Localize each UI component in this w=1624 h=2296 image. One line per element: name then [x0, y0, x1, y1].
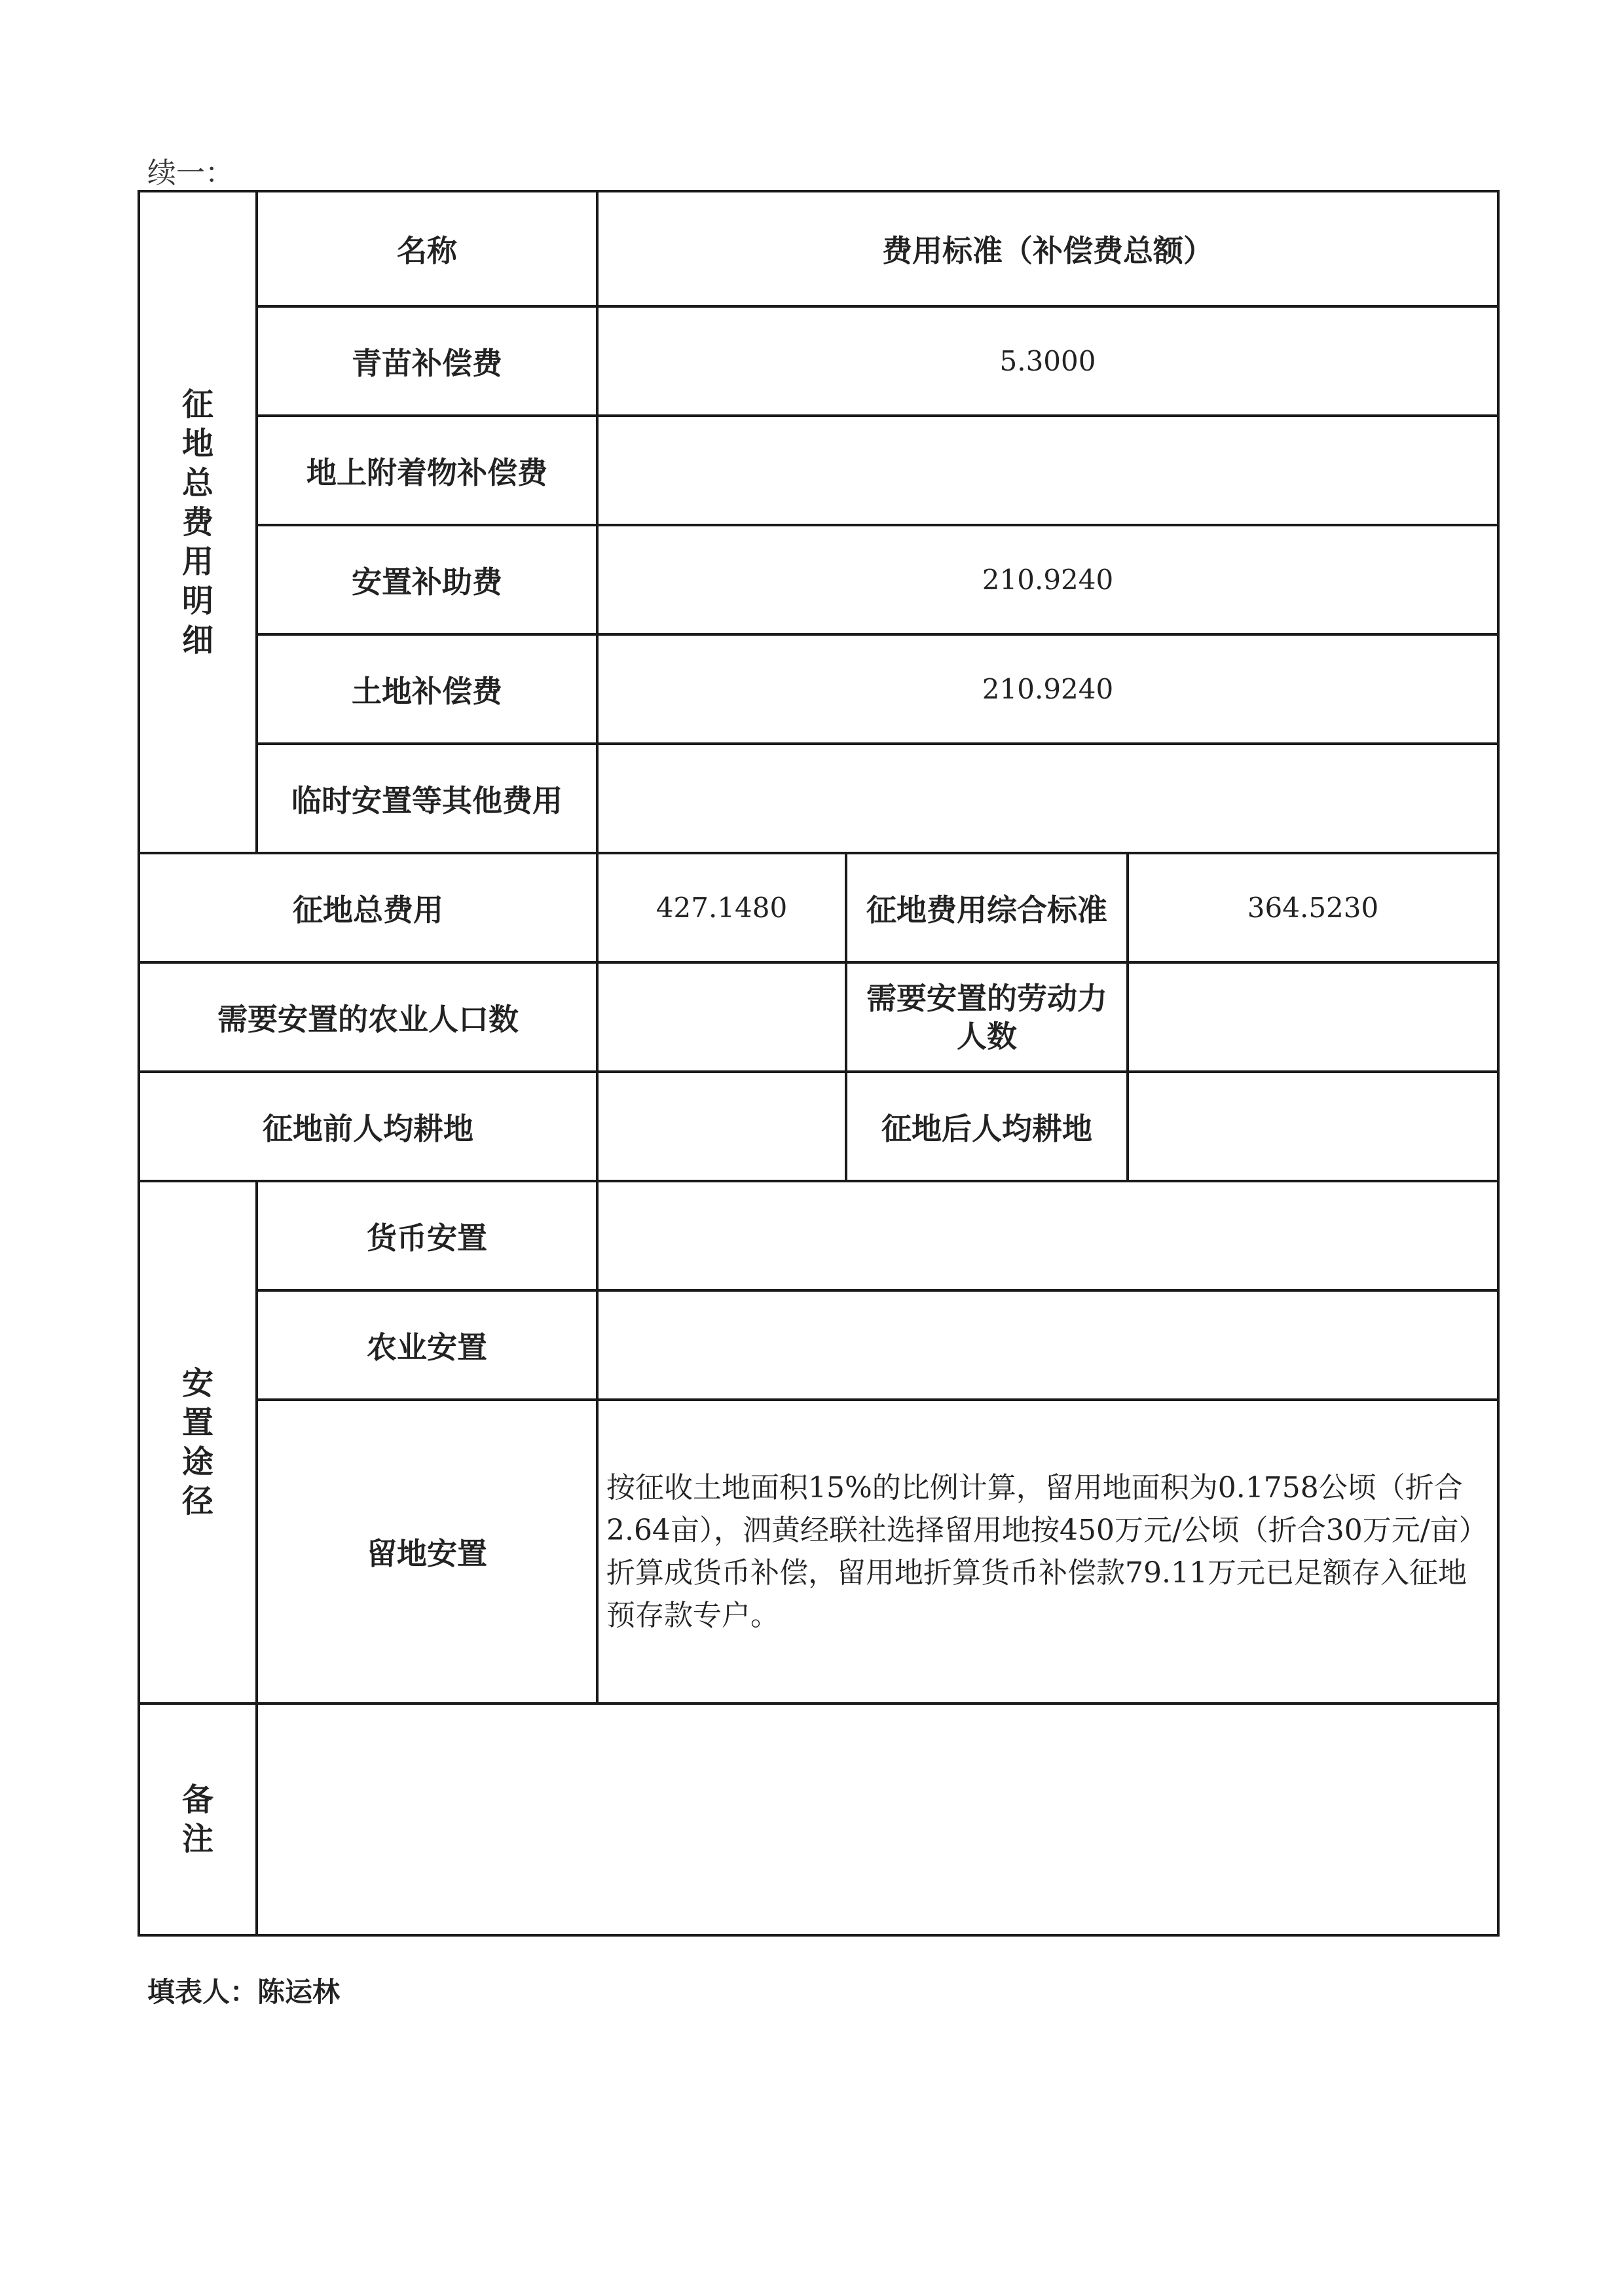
label-char: 备 [181, 1781, 213, 1818]
fee-row-value [599, 417, 1497, 524]
total-fee-label: 征地总费用 [293, 892, 443, 928]
label-char: 征 [181, 386, 213, 423]
label-char: 安 [181, 1365, 213, 1402]
resettle-row-name: 货币安置 [367, 1220, 487, 1256]
remarks-value [258, 1705, 1497, 1934]
remarks-label [140, 1705, 255, 1934]
label-char: 地 [181, 425, 213, 462]
label-char: 总 [181, 464, 213, 501]
fee-row-name: 临时安置等其他费用 [291, 782, 563, 818]
header-fee-standard: 费用标准（补偿费总额） [882, 233, 1213, 268]
resettle-row-name: 农业安置 [367, 1329, 487, 1365]
farmland-after-value [1129, 1073, 1497, 1180]
fee-row-name: 青苗补偿费 [352, 345, 502, 381]
fee-row-name: 土地补偿费 [352, 673, 502, 709]
header-name: 名称 [397, 233, 457, 268]
label-char: 费 [181, 503, 213, 541]
continuation-label: 续一： [147, 156, 234, 190]
label-char: 途 [181, 1444, 213, 1480]
form-filler: 填表人：陈运林 [147, 1976, 341, 2008]
label-char: 注 [181, 1821, 213, 1857]
labor-label-line2: 人数 [957, 1018, 1017, 1054]
label-char: 径 [181, 1483, 213, 1520]
resettlement-section-label [140, 1182, 255, 1702]
agri-population-label: 需要安置的农业人口数 [217, 1001, 519, 1037]
reserved-land-description: 按征收土地面积15%的比例计算，留用地面积为0.1758公顷（折合2.64亩），泗黄经联社选择留用地按450万元/公顷（折合30万元/亩）折算成货币补偿，留用地折算货币补偿款79.11万元已足额存入征地预存款专户。 [606, 1471, 1488, 1632]
farmland-before-value [599, 1073, 845, 1180]
fee-detail-section-label [140, 192, 255, 852]
fee-row-value [599, 745, 1497, 852]
fee-row-name: 安置补助费 [352, 564, 502, 600]
labor-count-label [847, 964, 1126, 1070]
fee-row-name: 地上附着物补偿费 [306, 454, 547, 490]
labor-count-value [1129, 964, 1497, 1070]
resettle-row-name: 留地安置 [367, 1536, 487, 1571]
fee-row-value: 5.3000 [999, 345, 1096, 377]
fee-row-value: 210.9240 [982, 673, 1114, 705]
labor-label-line1: 需要安置的劳动力 [866, 980, 1107, 1016]
farmland-after-label: 征地后人均耕地 [881, 1110, 1092, 1146]
agri-population-value [599, 964, 845, 1070]
label-char: 置 [181, 1404, 213, 1441]
land-acquisition-table [138, 190, 1500, 1954]
label-char: 细 [181, 621, 213, 659]
resettle-row-value [599, 1292, 1497, 1398]
farmland-before-label: 征地前人均耕地 [263, 1110, 473, 1146]
total-fee-value: 427.1480 [655, 892, 788, 924]
composite-standard-label: 征地费用综合标准 [866, 892, 1107, 928]
label-char: 明 [181, 582, 213, 619]
fee-row-value: 210.9240 [982, 564, 1114, 596]
table-line [138, 1934, 1500, 1937]
resettle-row-value [599, 1182, 1497, 1289]
table-line [1497, 190, 1500, 1937]
label-char: 用 [181, 543, 213, 580]
composite-standard-value: 364.5230 [1247, 892, 1379, 924]
